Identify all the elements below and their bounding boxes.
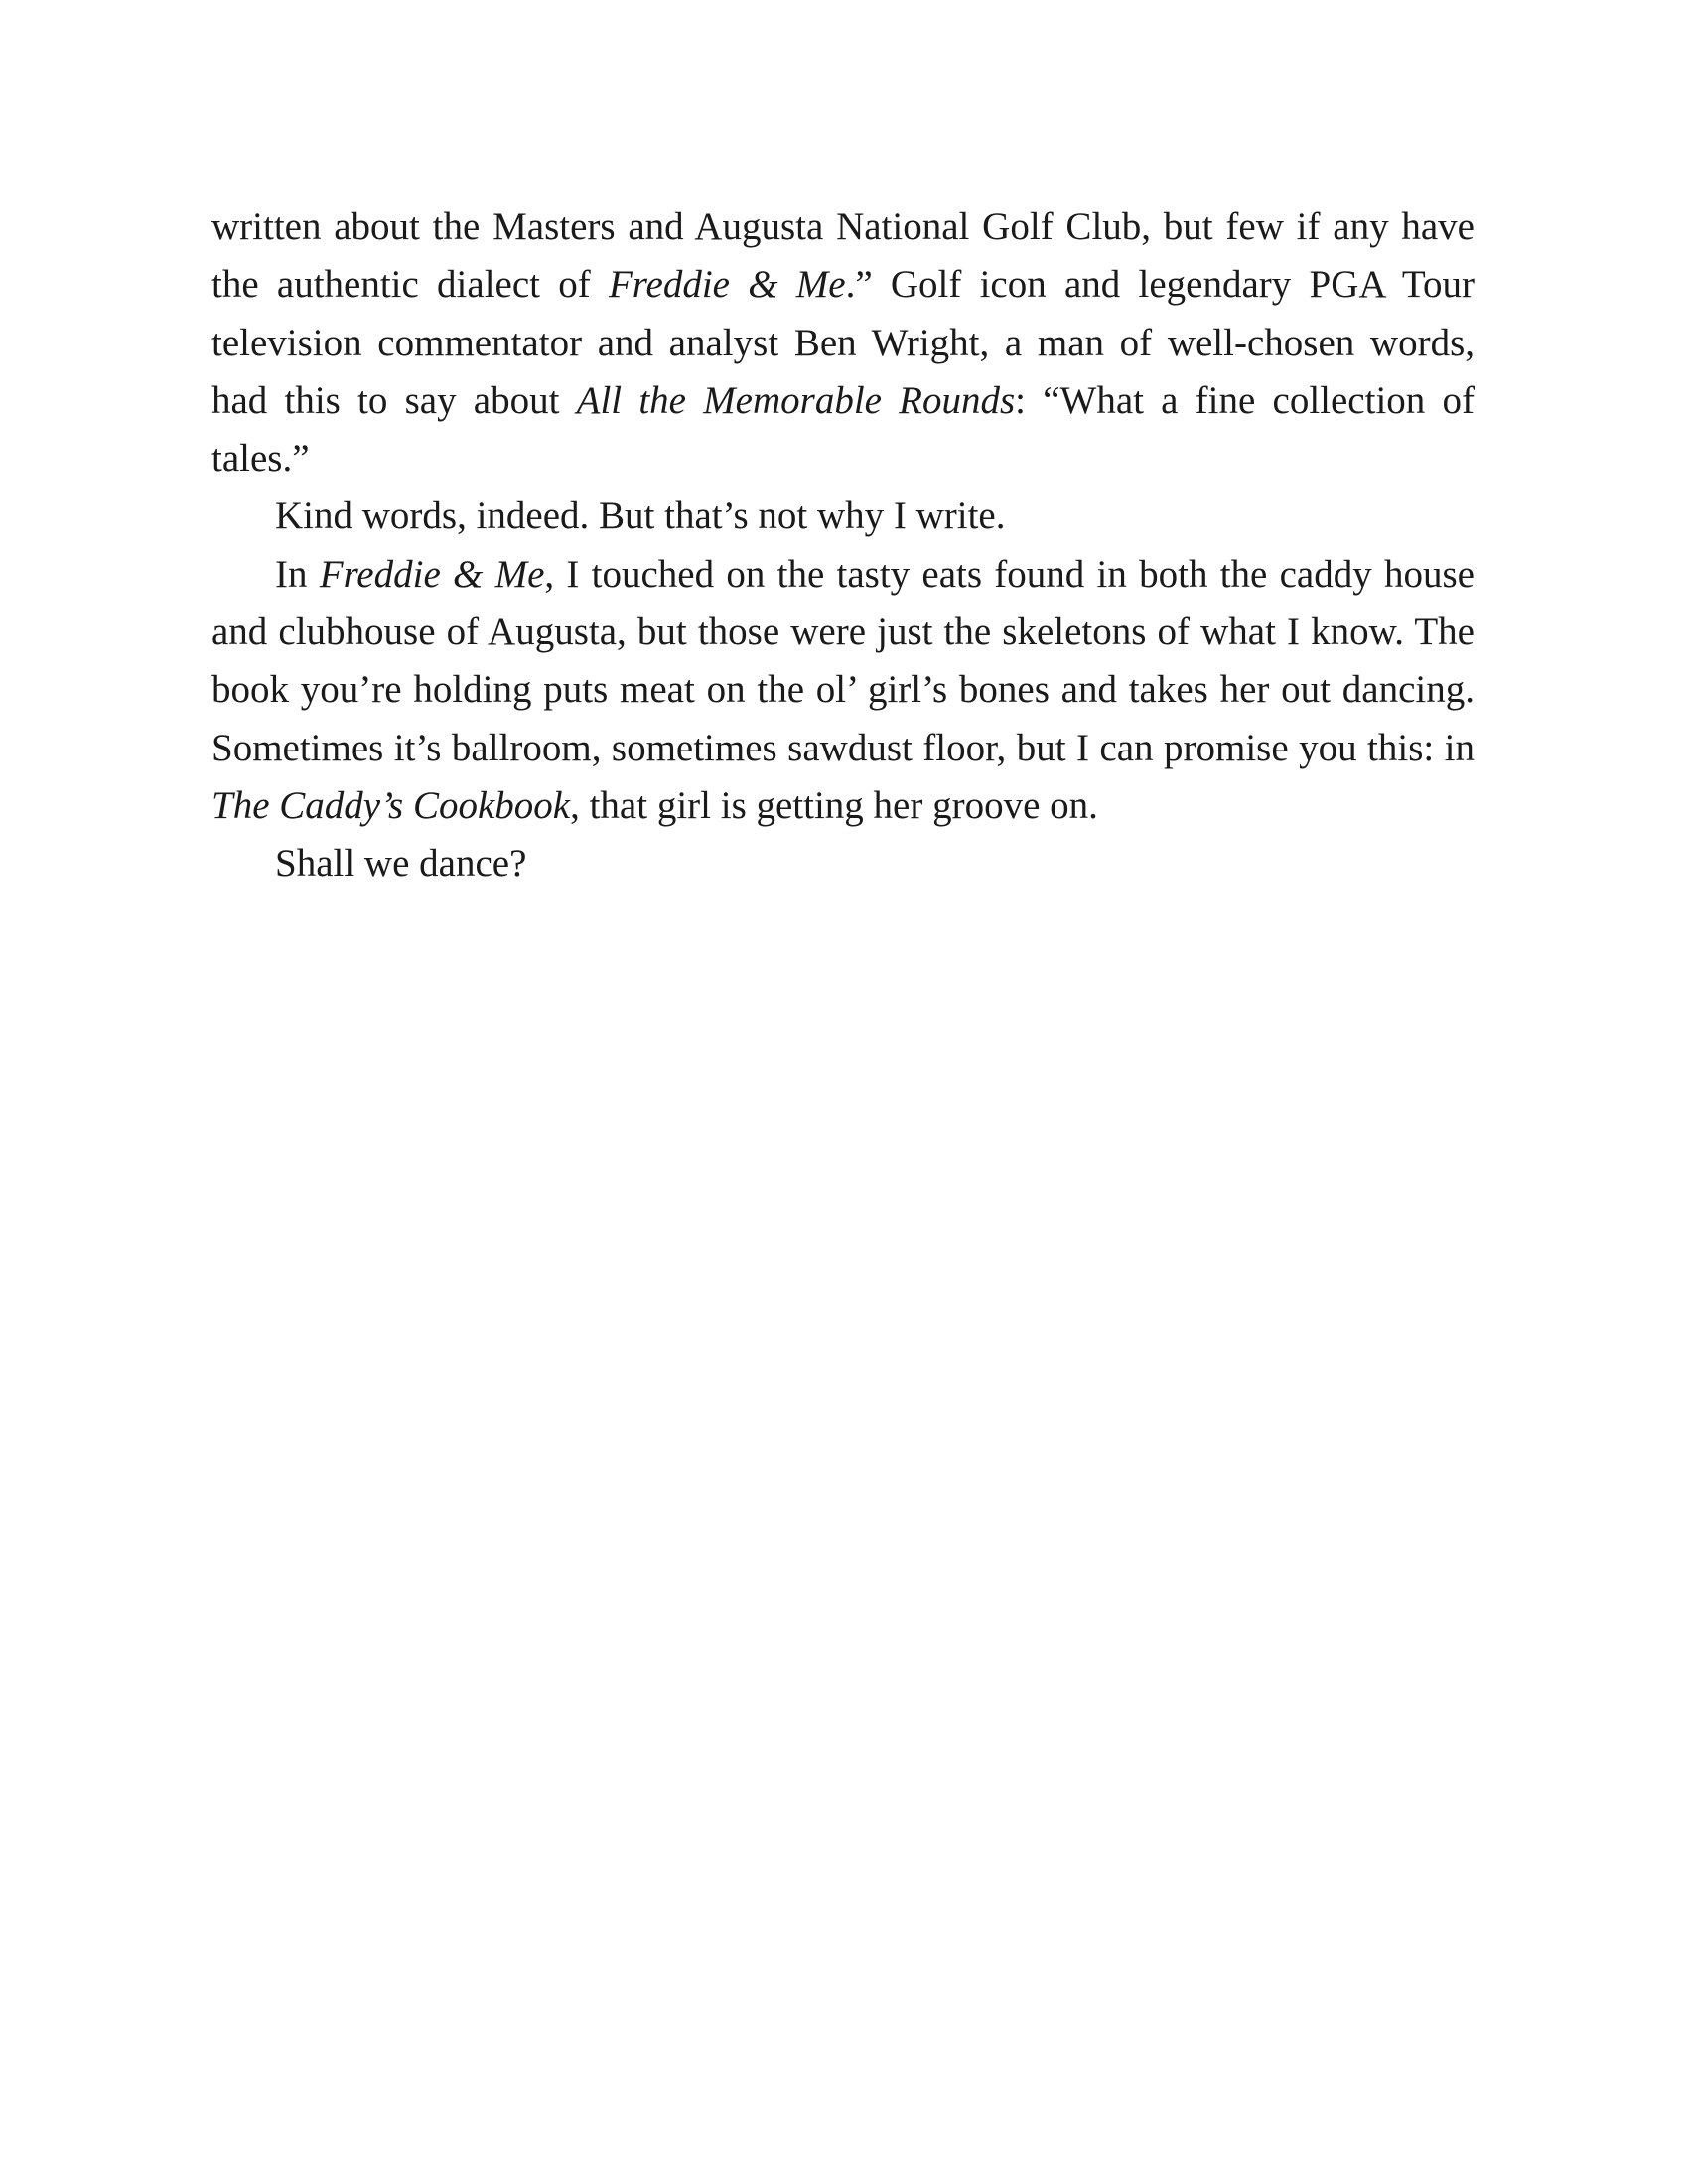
- paragraph-1: [211, 199, 1475, 487]
- text-segment: , that girl is getting her groove on.: [570, 783, 1098, 827]
- paragraph-3: [211, 546, 1475, 835]
- text-segment: In: [275, 552, 320, 596]
- text-segment: , I touched on the tasty eats found in both the caddy house and clubhouse of Augusta, but those were just the skeletons of what I know. The book you’re holding puts meat on the ol’ girl’s bones and takes her out dancing. Sometimes it’s ballroom, sometimes sawdust floor, but I can promise you this: in: [211, 552, 1475, 769]
- text-segment: written about the Masters and Augusta National Golf Club, but few if any have the authentic dialect of: [211, 205, 1475, 307]
- book-title-freddie-and-me: Freddie & Me: [608, 263, 846, 307]
- body-text: [211, 199, 1475, 893]
- book-title-all-the-memorable-rounds: All the Memorable Rounds: [576, 378, 1016, 422]
- paragraph-2: [211, 487, 1475, 545]
- text-segment: .” Golf icon and legendary PGA Tour television commentator and analyst Ben Wright, a man of well-chosen words, had this to say about: [211, 263, 1475, 422]
- book-title-freddie-and-me: Freddie & Me: [319, 552, 545, 596]
- text-segment: : “What a fine collection of tales.”: [211, 378, 1475, 480]
- book-title-the-caddys-cookbook: The Caddy’s Cookbook: [211, 783, 571, 827]
- paragraph-4: [211, 835, 1475, 892]
- text-segment: Kind words, indeed. But that’s not why I write.: [275, 494, 1006, 538]
- text-segment: Shall we dance?: [275, 842, 527, 886]
